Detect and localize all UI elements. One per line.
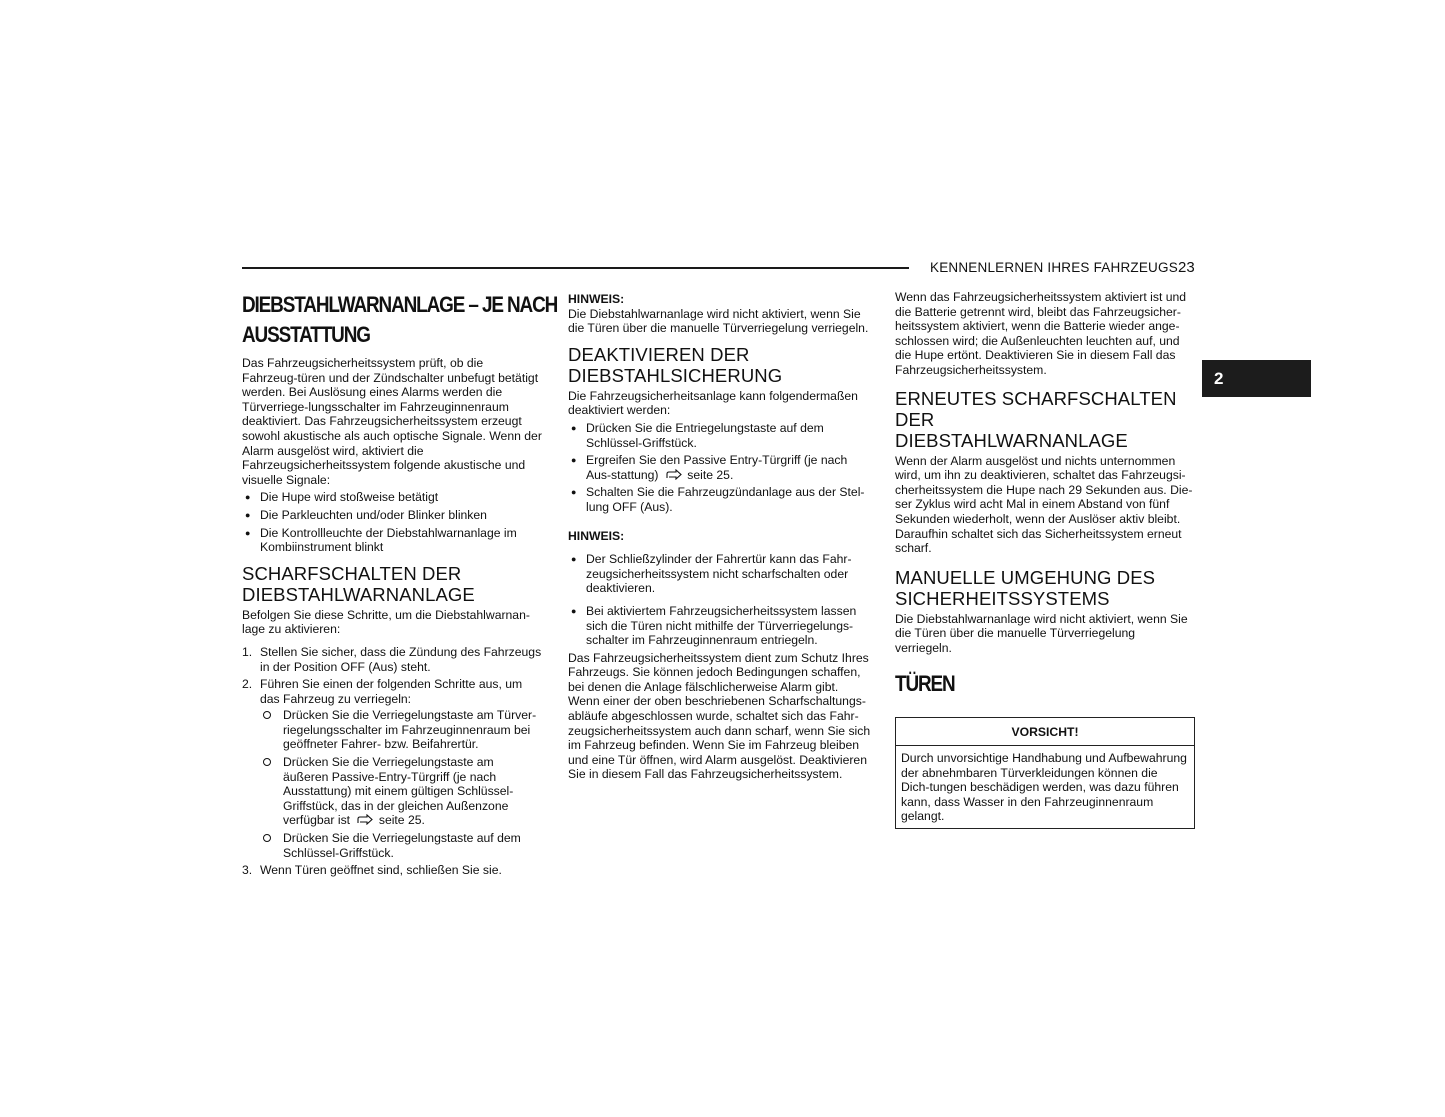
closing-paragraph: Das Fahrzeugsicherheitssystem dient zum Schutz Ihres Fahrzeugs. Sie können jedoch Bedingungen schaffen, bei denen die Anlage fälschlicherweise Alarm gibt. Wenn einer der oben beschriebenen Scharfschaltungs-abläufe abgeschlossen wurde, schaltet sich das Fahr-zeugsicherheitssystem auch dann scharf, wenn Sie sich im Fahrzeug befinden. Wenn Sie im Fahrzeug bleiben und eine Tür öffnen, wird Alarm ausgelöst. Deaktivieren Sie in diesem Fall das Fahrzeugsicherheitssystem. [568, 650, 871, 782]
caution-box [895, 717, 1195, 830]
bypass-heading [895, 567, 1195, 609]
circle-bullet-icon [263, 758, 271, 766]
chapter-tab[interactable]: 2 [1202, 360, 1311, 397]
note-label: HINWEIS: [568, 292, 625, 306]
arm-heading [242, 563, 542, 605]
caution-text: Durch unvorsichtige Handhabung und Aufbewahrung der abnehmbaren Türverkleidungen können die Dich-tungen beschädigen werden, was dazu führen kann, dass Wasser in den Fahrzeuginnenraum gelangt. [901, 751, 1187, 824]
step-number: 3. [242, 863, 253, 878]
step-item [242, 863, 542, 878]
circle-bullet-icon [263, 711, 271, 719]
option-text: Drücken Sie die Verriegelungstaste am äußeren Passive-Entry-Türgriff (je nach Ausstattung) mit einem gültigen Schlüssel-Griffstück, das in der gleichen Außenzone verfügbar ist [283, 755, 514, 828]
page-reference-link[interactable]: seite 25. [687, 467, 734, 482]
page-reference-arrow-icon [357, 814, 373, 825]
bypass-paragraph: Die Diebstahlwarnanlage wird nicht aktiviert, wenn Sie die Türen über die manuelle Türverriegelung verriegeln. [895, 611, 1188, 655]
step-text: Stellen Sie sicher, dass die Zündung des Fahrzeugs in der Position OFF (Aus) steht. [260, 644, 542, 674]
page-reference-link[interactable]: seite 25. [378, 813, 425, 828]
bypass-heading-line-2: SICHERHEITSSYSTEMS [895, 587, 1110, 609]
header-rule [242, 267, 909, 269]
lock-options [260, 708, 542, 860]
list-item [260, 708, 542, 752]
list-item [260, 755, 542, 828]
circle-bullet-icon [263, 834, 271, 842]
arm-intro: Befolgen Sie diese Schritte, um die Diebstahlwarnan-lage zu aktivieren: [242, 607, 530, 637]
alarm-signal-list [242, 490, 542, 554]
disarm-heading-line-2: DIEBSTAHLSICHERUNG [568, 364, 783, 386]
arm-heading-line-2: DIEBSTAHLWARNANLAGE [242, 583, 475, 605]
caution-title: VORSICHT! [896, 718, 1194, 747]
intro-paragraph: Das Fahrzeugsicherheitssystem prüft, ob die Fahrzeug-türen und der Zündschalter unbefugt betätigt werden. Bei Auslösung eines Alarms werden die Türverriege-lungsschalter im Fahrzeuginnenraum deaktiviert. Das Fahrzeugsicherheitssystem erzeugt sowohl akustische als auch optische Signale. Wenn der Alarm ausgelöst wird, aktiviert die Fahrzeugsicherheitssystem folgende akustische und visuelle Signale: [242, 356, 542, 487]
list-item: ● Schalten Sie die Fahrzeugzündanlage aus der Stel-lung OFF (Aus). [568, 485, 872, 514]
list-item: ● Die Kontrollleuchte der Diebstahlwarnanlage im Kombiinstrument blinkt [242, 526, 542, 555]
step-number: 1. [242, 644, 253, 659]
section-title-line-2: AUSSTATTUNG [242, 322, 370, 347]
running-head: KENNENLERNEN IHRES FAHRZEUGS [930, 260, 1178, 275]
option-text: Ergreifen Sie den Passive Entry-Türgriff (je nach Aus-stattung) [586, 453, 848, 482]
arm-steps [242, 645, 542, 878]
list-item: ● Die Hupe wird stoßweise betätigt [242, 490, 542, 505]
note-list [568, 552, 872, 648]
rearm-paragraph: Wenn der Alarm ausgelöst und nichts unternommen wird, um ihn zu deaktivieren, schaltet das Fahrzeugsi-cherheitssystem die Hupe nach 29 Sekunden aus. Die-ser Zyklus wird acht Mal in einem Abstand von fünf Sekunden wiederholt, wenn der Auslöser aktiv bleibt. Daraufhin schaltet sich das Sicherheitssystem erneut scharf. [895, 453, 1193, 556]
list-item [568, 453, 872, 482]
arm-heading-line-1: SCHARFSCHALTEN DER [242, 562, 462, 584]
column-2 [568, 290, 872, 782]
rearm-heading [895, 388, 1195, 451]
section-title [242, 290, 558, 350]
rearm-heading-line-1: ERNEUTES SCHARFSCHALTEN DER [895, 387, 1177, 430]
column-1 [242, 290, 558, 881]
page-reference-arrow-icon [666, 469, 682, 480]
step-item [242, 677, 542, 860]
list-item: ● Die Parkleuchten und/oder Blinker blinken [242, 508, 542, 523]
option-text: Drücken Sie die Verriegelungstaste auf dem Schlüssel-Griffstück. [283, 831, 521, 860]
list-item [260, 831, 542, 860]
doors-heading: TÜREN [895, 670, 955, 696]
step-text: Wenn Türen geöffnet sind, schließen Sie sie. [260, 863, 502, 878]
bypass-heading-line-1: MANUELLE UMGEHUNG DES [895, 566, 1156, 588]
page-number: 23 [1178, 259, 1195, 276]
section-title-line-1: DIEBSTAHLWARNANLAGE – JE NACH [242, 292, 558, 317]
disarm-list [568, 421, 872, 515]
rearm-heading-line-2: DIEBSTAHLWARNANLAGE [895, 429, 1128, 451]
disarm-heading [568, 344, 872, 386]
disarm-intro: Die Fahrzeugsicherheitsanlage kann folgendermaßen deaktiviert werden: [568, 388, 858, 418]
step-number: 2. [242, 677, 253, 692]
note-label: HINWEIS: [568, 528, 625, 543]
column-3 [895, 290, 1195, 829]
list-item: ● Drücken Sie die Entriegelungstaste auf dem Schlüssel-Griffstück. [568, 421, 872, 450]
list-item: ● Bei aktiviertem Fahrzeugsicherheitssystem lassen sich die Türen nicht mithilfe der Türverriegelungs-schalter im Fahrzeuginnenraum entriegeln. [568, 604, 872, 648]
option-text: Drücken Sie die Verriegelungstaste am Türver-riegelungsschalter im Fahrzeuginnenraum bei geöffneter Fahrer- bzw. Beifahrertür. [283, 708, 537, 752]
step-item [242, 645, 542, 674]
step-text: Führen Sie einen der folgenden Schritte aus, um das Fahrzeug zu verriegeln: [260, 677, 523, 706]
list-item: ● Der Schließzylinder der Fahrertür kann das Fahr-zeugsicherheitssystem nicht scharfschalten oder deaktivieren. [568, 552, 872, 596]
battery-paragraph: Wenn das Fahrzeugsicherheitssystem aktiviert ist und die Batterie getrennt wird, bleibt das Fahrzeugsicher-heitssystem aktiviert, wenn die Batterie wieder ange-schlossen wird; die Außenleuchten leuchten auf, und die Hupe ertönt. Deaktivieren Sie in diesem Fall das Fahrzeugsicherheitssystem. [895, 290, 1187, 377]
note-text: Die Diebstahlwarnanlage wird nicht aktiviert, wenn Sie die Türen über die manuelle Türverriegelung verriegeln. [568, 306, 869, 336]
disarm-heading-line-1: DEAKTIVIEREN DER [568, 343, 750, 365]
